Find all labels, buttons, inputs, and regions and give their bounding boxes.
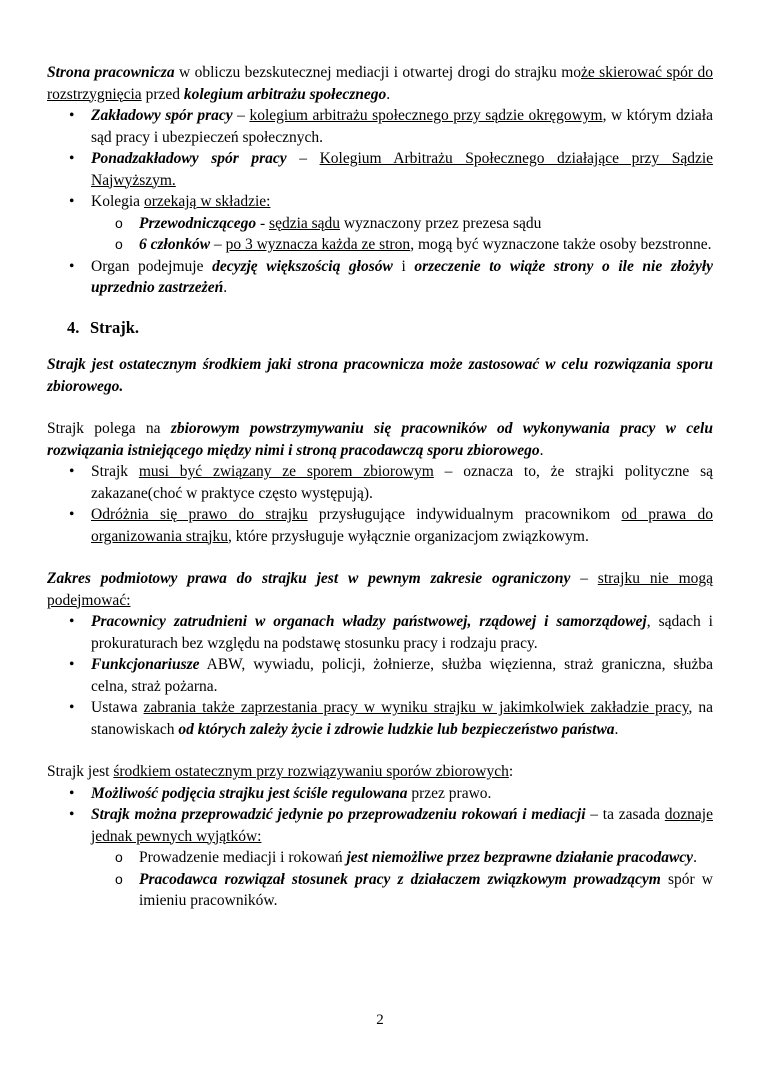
bullet-icon: • (69, 107, 75, 124)
list-item: o Przewodniczącego - sędzia sądu wyznaczony przez prezesa sądu (47, 213, 713, 235)
paragraph-strike-essence: Strajk polega na zbiorowym powstrzymywaniu się pracowników od wykonywania pracy w celu rozwiązania istniejącego między nimi i stroną pracodawczą sporu zbiorowego. (47, 420, 713, 459)
list-item: • Pracownicy zatrudnieni w organach władzy państwowej, rządowej i samorządowej, sądach i prokuraturach bez względu na podstawę stosunku pracy i rodzaju pracy. (69, 613, 713, 652)
sub-bullet-icon: o (115, 849, 123, 865)
composition-sublist (47, 213, 713, 256)
list-item: • Ponadzakładowy spór pracy – Kolegium Arbitrażu Społecznego działające przy Sądzie Najwyższym. (69, 150, 714, 189)
bullet-icon: • (69, 806, 75, 823)
list-item: o Pracodawca rozwiązał stosunek pracy z działaczem związkowym prowadzącym spór w imieniu pracowników. (115, 870, 713, 909)
paragraph-strike-scope: Zakres podmiotowy prawa do strajku jest w pewnym zakresie ograniczony – strajku nie mogą podejmować: (47, 570, 714, 609)
bullet-icon: • (69, 257, 75, 275)
bullet-icon: • (69, 463, 75, 480)
list-item: • Organ podejmuje decyzję większością głosów i orzeczenie to wiąże strony o ile nie złożyły uprzednio zastrzeżeń. (69, 257, 714, 296)
list-item: o Prowadzenie mediacji i rokowań jest niemożliwe przez bezprawne działanie pracodawcy. (47, 847, 713, 869)
paragraph-arbitration: Strona pracownicza w obliczu bezskutecznej mediacji i otwartej drogi do strajku może skierować spór do rozstrzygnięcia przed kolegium arbitrażu społecznego. (47, 64, 713, 103)
list-item: • Strajk można przeprowadzić jedynie po przeprowadzeniu rokowań i mediacji – ta zasada doznaje jednak pewnych wyjątków: (69, 806, 713, 845)
list-item: • Strajk musi być związany ze sporem zbiorowym – oznacza to, że strajki polityczne są zakazane(choć w praktyce często występują). (69, 463, 713, 502)
sub-bullet-icon: o (115, 870, 123, 887)
section-heading: 4. Strajk. (67, 317, 140, 337)
bullet-icon: • (69, 613, 75, 630)
list-item: • Ustawa zabrania także zaprzestania pracy w wyniku strajku w jakimkolwiek zakładzie pracy, na stanowiskach od których zależy życie i zdrowie ludzkie lub bezpieczeństwo państwa. (69, 699, 713, 738)
paragraph-strike-definition: Strajk jest ostatecznym środkiem jaki strona pracownicza może zastosować w celu rozwiązania sporu zbiorowego. (47, 356, 713, 395)
bullet-icon: • (69, 656, 75, 673)
page-number: 2 (376, 1012, 384, 1028)
bullet-icon: • (69, 150, 75, 167)
bullet-icon: • (69, 699, 75, 716)
document-page (47, 62, 713, 912)
list-item: • Odróżnia się prawo do strajku przysługujące indywidualnym pracownikom od prawa do organizowania strajku, które przysługuje wyłącznie organizacjom związkowym. (69, 506, 713, 545)
sub-bullet-icon: o (115, 214, 123, 231)
list-item: o 6 członków – po 3 wyznacza każda ze stron, mogą być wyznaczone także osoby bezstronne. (47, 234, 713, 256)
arbitration-list (47, 105, 713, 213)
list-item: • Zakładowy spór pracy – kolegium arbitrażu społecznego przy sądzie okręgowym, w którym działa sąd pracy i ubezpieczeń społecznych. (69, 107, 713, 146)
bullet-icon: • (69, 784, 75, 802)
sub-bullet-icon: o (115, 236, 123, 252)
bullet-icon: • (69, 193, 75, 210)
list-item: • Możliwość podjęcia strajku jest ściśle regulowana przez prawo. (47, 783, 713, 805)
bullet-icon: • (69, 506, 75, 523)
paragraph-last-resort: Strajk jest środkiem ostatecznym przy rozwiązywaniu sporów zbiorowych: (47, 763, 514, 780)
list-item: • Funkcjonariusze ABW, wywiadu, policji, żołnierze, służba więzienna, straż graniczna, służba celna, straż pożarna. (69, 656, 713, 695)
list-item: • Kolegia orzekają w składzie: (47, 191, 713, 213)
